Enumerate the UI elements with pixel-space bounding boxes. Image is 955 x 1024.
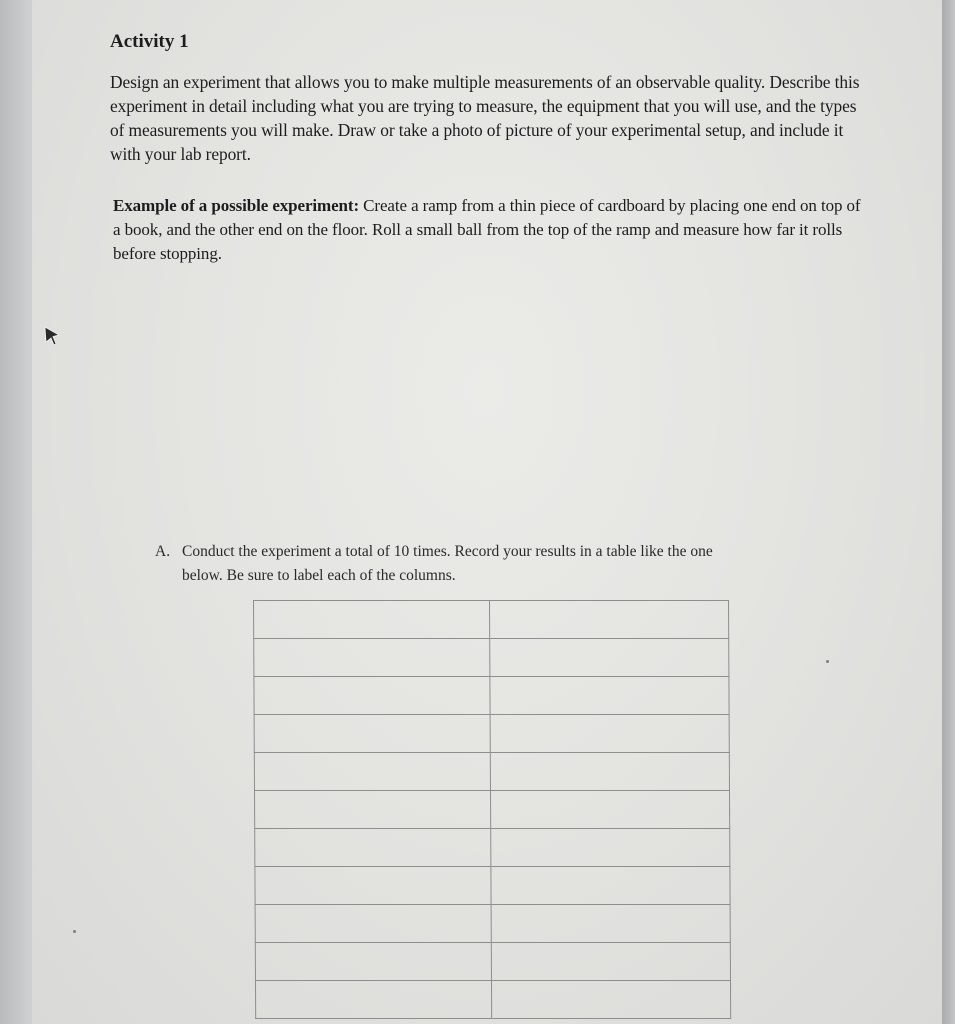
table-row <box>254 753 729 791</box>
table-cell <box>489 601 729 639</box>
example-text: Create a ramp from a thin piece of cardboard by placing one end on top of a book, and the other end on the floor. Roll a small ball from the top of the ramp and measure how far it rolls before stopping. <box>113 196 861 263</box>
mouse-pointer-icon <box>44 326 60 346</box>
table-row <box>254 791 729 829</box>
table-cell <box>255 943 491 981</box>
table-row <box>254 601 729 639</box>
screen-speck <box>826 660 829 663</box>
table-cell <box>491 943 731 981</box>
table-cell <box>254 791 490 829</box>
activity-instructions: Design an experiment that allows you to make multiple measurements of an observable quality. Describe this experiment in detail including what you are trying to measure, the equipment that you will use, and the types of measurements you will make. Draw or take a photo of picture of your experimental setup, and include it with your lab report. <box>110 72 860 164</box>
activity-title: Activity 1 <box>110 31 189 52</box>
screen-bezel-edge <box>942 0 955 1024</box>
table-row <box>254 639 729 677</box>
table-cell <box>255 981 491 1019</box>
part-a-line-1 <box>155 540 845 564</box>
part-a-line-1-text: Conduct the experiment a total of 10 times. Record your results in a table like the one <box>182 543 713 560</box>
table-row <box>255 905 730 943</box>
table-cell <box>489 639 729 677</box>
screen-speck <box>73 930 76 933</box>
example-experiment <box>110 194 870 266</box>
activity-section <box>110 30 870 266</box>
table-row <box>254 677 729 715</box>
table-cell <box>255 905 491 943</box>
example-label: Example of a possible experiment: <box>113 196 360 215</box>
table-cell <box>490 753 730 791</box>
table-cell <box>491 981 731 1019</box>
part-a-marker: A. <box>155 543 171 560</box>
table-row <box>255 867 730 905</box>
table-cell <box>254 677 490 715</box>
table-cell <box>254 601 490 639</box>
part-a-line-2: below. Be sure to label each of the columns. <box>182 567 456 584</box>
table-cell <box>255 829 491 867</box>
table-cell <box>491 905 731 943</box>
table-row <box>255 829 730 867</box>
table-cell <box>255 867 491 905</box>
table-row <box>255 943 730 981</box>
table-cell <box>254 639 490 677</box>
table-row <box>254 715 729 753</box>
table-row <box>255 981 730 1019</box>
results-table <box>253 600 731 1010</box>
table-cell <box>490 715 730 753</box>
results-table-body <box>254 601 731 1019</box>
table-cell <box>490 829 730 867</box>
results-grid <box>253 600 731 1019</box>
table-cell <box>489 677 729 715</box>
table-cell <box>254 753 490 791</box>
table-cell <box>254 715 490 753</box>
part-a-instruction <box>155 540 845 588</box>
table-cell <box>490 791 730 829</box>
table-cell <box>490 867 730 905</box>
